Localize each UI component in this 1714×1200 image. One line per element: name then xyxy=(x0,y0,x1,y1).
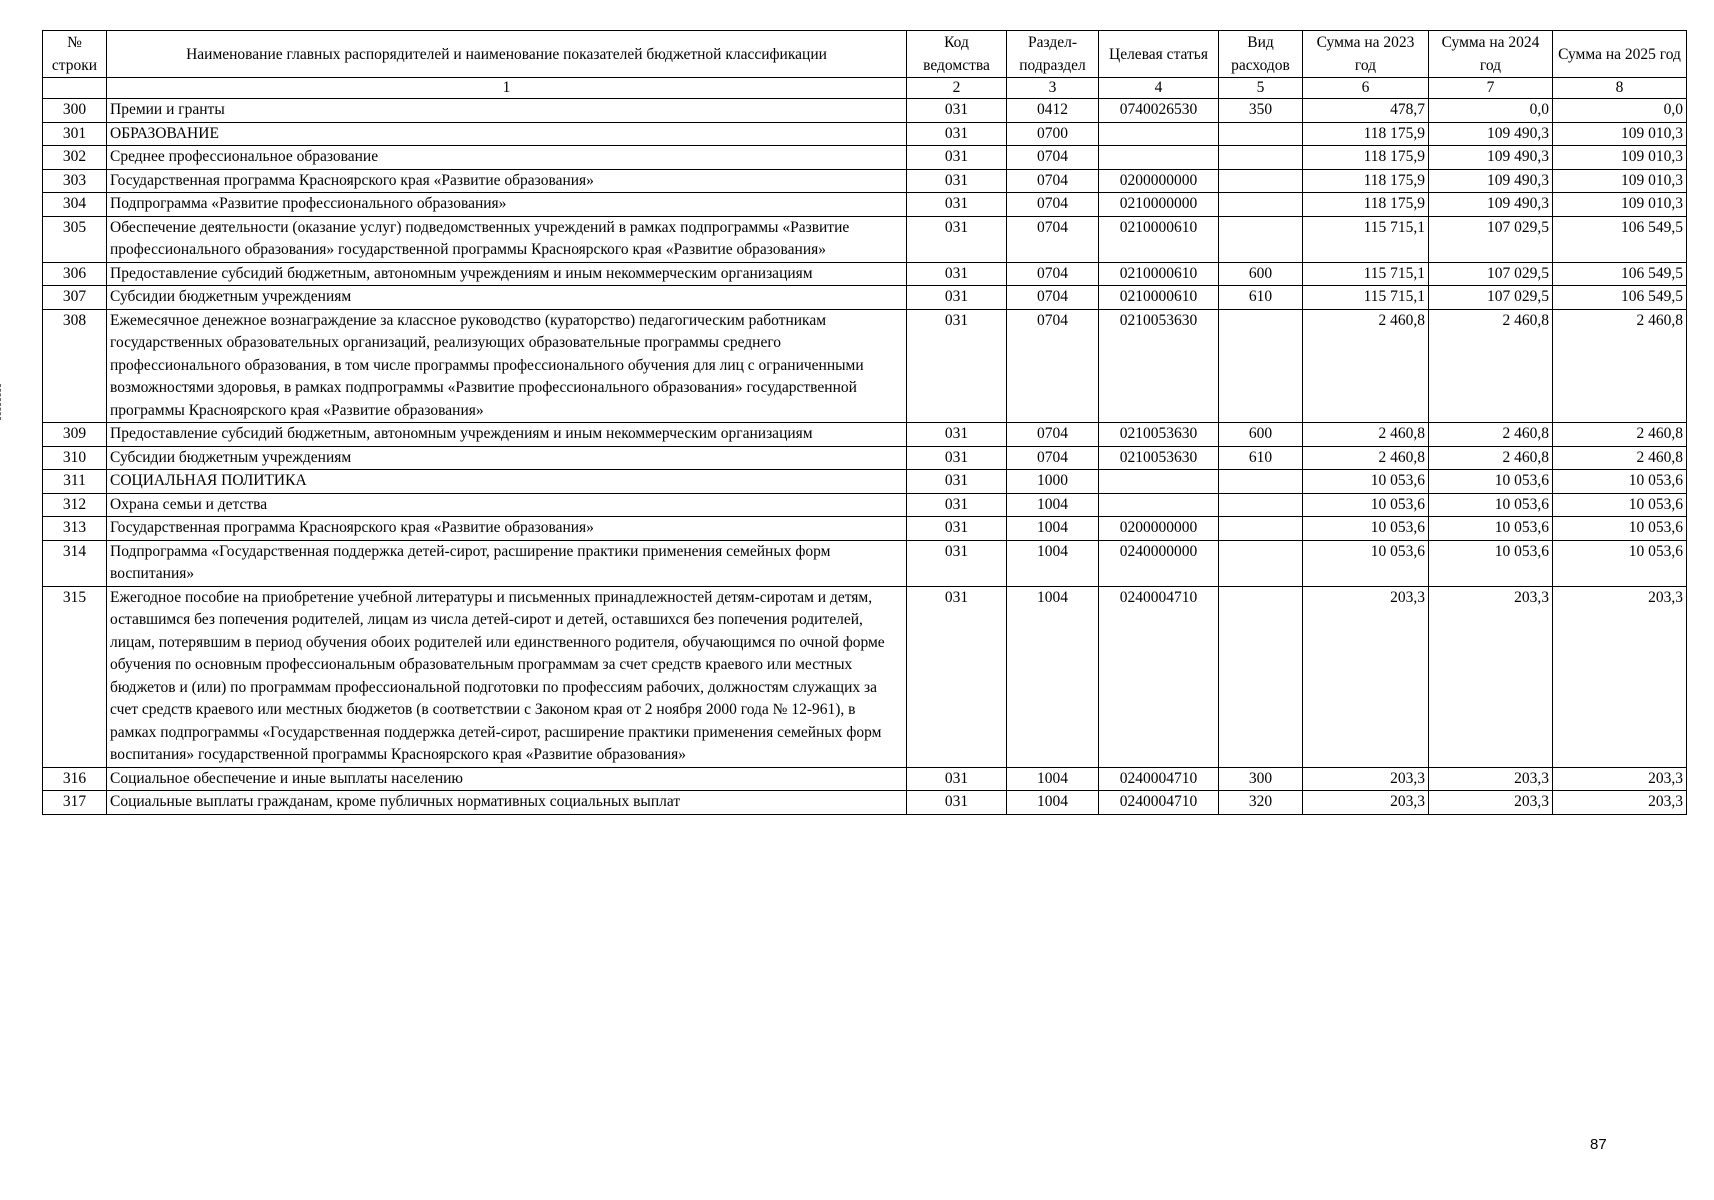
sum-2023: 10 053,6 xyxy=(1303,540,1429,586)
header-row-number: № строки xyxy=(43,31,107,78)
table-row xyxy=(43,99,1687,123)
sum-2024: 109 490,3 xyxy=(1429,122,1553,146)
header-section: Раздел-подраздел xyxy=(1007,31,1099,78)
expense-type: 300 xyxy=(1219,767,1303,791)
sum-2025: 10 053,6 xyxy=(1553,470,1687,494)
table-body xyxy=(43,99,1687,815)
department-code: 031 xyxy=(907,540,1007,586)
row-name: СОЦИАЛЬНАЯ ПОЛИТИКА xyxy=(107,470,907,494)
department-code: 031 xyxy=(907,767,1007,791)
sum-2023: 118 175,9 xyxy=(1303,146,1429,170)
table-row xyxy=(43,586,1687,767)
column-number: 2 xyxy=(907,78,1007,99)
department-code: 031 xyxy=(907,169,1007,193)
expense-type: 350 xyxy=(1219,99,1303,123)
sum-2024: 109 490,3 xyxy=(1429,169,1553,193)
header-target-item: Целевая статья xyxy=(1099,31,1219,78)
margin-mark xyxy=(0,384,3,420)
sum-2023: 10 053,6 xyxy=(1303,493,1429,517)
table-row xyxy=(43,216,1687,262)
target-item: 0210000000 xyxy=(1099,193,1219,217)
target-item: 0240000000 xyxy=(1099,540,1219,586)
row-number: 312 xyxy=(43,493,107,517)
sum-2024: 10 053,6 xyxy=(1429,470,1553,494)
sum-2025: 109 010,3 xyxy=(1553,122,1687,146)
target-item xyxy=(1099,146,1219,170)
target-item: 0210000610 xyxy=(1099,286,1219,310)
sum-2023: 478,7 xyxy=(1303,99,1429,123)
table-row xyxy=(43,146,1687,170)
sum-2024: 2 460,8 xyxy=(1429,423,1553,447)
sum-2023: 2 460,8 xyxy=(1303,446,1429,470)
table-row xyxy=(43,517,1687,541)
section-code: 1004 xyxy=(1007,493,1099,517)
table-row xyxy=(43,791,1687,815)
section-code: 0704 xyxy=(1007,309,1099,423)
sum-2025: 10 053,6 xyxy=(1553,493,1687,517)
table-row xyxy=(43,286,1687,310)
row-name: Субсидии бюджетным учреждениям xyxy=(107,286,907,310)
column-number-row xyxy=(43,78,1687,99)
header-name: Наименование главных распорядителей и наименование показателей бюджетной классификации xyxy=(107,31,907,78)
row-number: 311 xyxy=(43,470,107,494)
row-name: ОБРАЗОВАНИЕ xyxy=(107,122,907,146)
target-item: 0210053630 xyxy=(1099,309,1219,423)
expense-type: 600 xyxy=(1219,262,1303,286)
target-item xyxy=(1099,122,1219,146)
department-code: 031 xyxy=(907,286,1007,310)
row-name: Социальное обеспечение и иные выплаты населению xyxy=(107,767,907,791)
department-code: 031 xyxy=(907,122,1007,146)
header-sum-2025: Сумма на 2025 год xyxy=(1553,31,1687,78)
row-number: 308 xyxy=(43,309,107,423)
sum-2025: 109 010,3 xyxy=(1553,146,1687,170)
row-number: 302 xyxy=(43,146,107,170)
target-item: 0740026530 xyxy=(1099,99,1219,123)
target-item: 0210053630 xyxy=(1099,446,1219,470)
sum-2025: 203,3 xyxy=(1553,767,1687,791)
department-code: 031 xyxy=(907,470,1007,494)
page-number: 87 xyxy=(1590,1136,1607,1153)
department-code: 031 xyxy=(907,193,1007,217)
sum-2025: 2 460,8 xyxy=(1553,309,1687,423)
target-item: 0210000610 xyxy=(1099,216,1219,262)
table-row xyxy=(43,423,1687,447)
table-row xyxy=(43,169,1687,193)
sum-2023: 115 715,1 xyxy=(1303,216,1429,262)
expense-type: 600 xyxy=(1219,423,1303,447)
sum-2024: 203,3 xyxy=(1429,767,1553,791)
section-code: 1004 xyxy=(1007,767,1099,791)
row-number: 300 xyxy=(43,99,107,123)
column-number: 7 xyxy=(1429,78,1553,99)
row-number: 307 xyxy=(43,286,107,310)
sum-2023: 115 715,1 xyxy=(1303,262,1429,286)
header-sum-2024: Сумма на 2024 год xyxy=(1429,31,1553,78)
budget-table xyxy=(42,30,1687,815)
department-code: 031 xyxy=(907,493,1007,517)
table-row xyxy=(43,767,1687,791)
table-row xyxy=(43,540,1687,586)
section-code: 0704 xyxy=(1007,446,1099,470)
sum-2024: 10 053,6 xyxy=(1429,540,1553,586)
sum-2023: 10 053,6 xyxy=(1303,470,1429,494)
expense-type: 610 xyxy=(1219,286,1303,310)
row-name: Подпрограмма «Развитие профессионального образования» xyxy=(107,193,907,217)
section-code: 1004 xyxy=(1007,517,1099,541)
department-code: 031 xyxy=(907,446,1007,470)
sum-2024: 109 490,3 xyxy=(1429,146,1553,170)
sum-2023: 118 175,9 xyxy=(1303,193,1429,217)
section-code: 0704 xyxy=(1007,423,1099,447)
sum-2024: 203,3 xyxy=(1429,586,1553,767)
expense-type xyxy=(1219,517,1303,541)
section-code: 0704 xyxy=(1007,146,1099,170)
sum-2024: 107 029,5 xyxy=(1429,286,1553,310)
table-row xyxy=(43,309,1687,423)
section-code: 1004 xyxy=(1007,540,1099,586)
column-number: 5 xyxy=(1219,78,1303,99)
row-name: Социальные выплаты гражданам, кроме публичных нормативных социальных выплат xyxy=(107,791,907,815)
sum-2025: 10 053,6 xyxy=(1553,540,1687,586)
department-code: 031 xyxy=(907,423,1007,447)
column-number: 3 xyxy=(1007,78,1099,99)
sum-2025: 106 549,5 xyxy=(1553,262,1687,286)
sum-2024: 203,3 xyxy=(1429,791,1553,815)
sum-2025: 109 010,3 xyxy=(1553,169,1687,193)
sum-2024: 0,0 xyxy=(1429,99,1553,123)
expense-type xyxy=(1219,493,1303,517)
row-name: Субсидии бюджетным учреждениям xyxy=(107,446,907,470)
sum-2023: 2 460,8 xyxy=(1303,309,1429,423)
target-item: 0210053630 xyxy=(1099,423,1219,447)
sum-2025: 106 549,5 xyxy=(1553,286,1687,310)
column-number: 4 xyxy=(1099,78,1219,99)
expense-type xyxy=(1219,586,1303,767)
table-row xyxy=(43,446,1687,470)
header-department-code: Код ведомства xyxy=(907,31,1007,78)
row-name: Обеспечение деятельности (оказание услуг) подведомственных учреждений в рамках подпрограммы «Развитие профессионального образования» государственной программы Красноярского края «Развитие образования» xyxy=(107,216,907,262)
header-sum-2023: Сумма на 2023 год xyxy=(1303,31,1429,78)
table-row xyxy=(43,193,1687,217)
section-code: 1004 xyxy=(1007,586,1099,767)
row-name: Подпрограмма «Государственная поддержка детей-сирот, расширение практики применения семейных форм воспитания» xyxy=(107,540,907,586)
expense-type: 320 xyxy=(1219,791,1303,815)
expense-type: 610 xyxy=(1219,446,1303,470)
row-number: 304 xyxy=(43,193,107,217)
sum-2024: 10 053,6 xyxy=(1429,517,1553,541)
expense-type xyxy=(1219,169,1303,193)
row-number: 305 xyxy=(43,216,107,262)
department-code: 031 xyxy=(907,216,1007,262)
row-number: 309 xyxy=(43,423,107,447)
row-name: Предоставление субсидий бюджетным, автономным учреждениям и иным некоммерческим организациям xyxy=(107,262,907,286)
expense-type xyxy=(1219,216,1303,262)
row-number: 317 xyxy=(43,791,107,815)
row-name: Ежемесячное денежное вознаграждение за классное руководство (кураторство) педагогическим работникам государственных образовательных организаций, реализующих образовательные программы среднего профессионального образования, в том числе программы профессионального обучения для лиц с ограниченными возможностями здоровья, в рамках подпрограммы «Развитие профессионального образования» государственной программы Красноярского края «Развитие образования» xyxy=(107,309,907,423)
sum-2023: 203,3 xyxy=(1303,767,1429,791)
row-name: Предоставление субсидий бюджетным, автономным учреждениям и иным некоммерческим организациям xyxy=(107,423,907,447)
sum-2025: 2 460,8 xyxy=(1553,423,1687,447)
row-name: Государственная программа Красноярского края «Развитие образования» xyxy=(107,517,907,541)
row-number: 315 xyxy=(43,586,107,767)
sum-2024: 10 053,6 xyxy=(1429,493,1553,517)
sum-2024: 2 460,8 xyxy=(1429,309,1553,423)
target-item: 0200000000 xyxy=(1099,517,1219,541)
sum-2025: 106 549,5 xyxy=(1553,216,1687,262)
row-number: 313 xyxy=(43,517,107,541)
department-code: 031 xyxy=(907,586,1007,767)
sum-2023: 203,3 xyxy=(1303,586,1429,767)
department-code: 031 xyxy=(907,99,1007,123)
sum-2025: 0,0 xyxy=(1553,99,1687,123)
section-code: 1000 xyxy=(1007,470,1099,494)
section-code: 0704 xyxy=(1007,169,1099,193)
department-code: 031 xyxy=(907,309,1007,423)
section-code: 0704 xyxy=(1007,262,1099,286)
target-item xyxy=(1099,493,1219,517)
sum-2023: 203,3 xyxy=(1303,791,1429,815)
table-row xyxy=(43,262,1687,286)
section-code: 0704 xyxy=(1007,193,1099,217)
section-code: 0700 xyxy=(1007,122,1099,146)
department-code: 031 xyxy=(907,517,1007,541)
row-number: 301 xyxy=(43,122,107,146)
sum-2023: 2 460,8 xyxy=(1303,423,1429,447)
row-name: Среднее профессиональное образование xyxy=(107,146,907,170)
row-name: Охрана семьи и детства xyxy=(107,493,907,517)
expense-type xyxy=(1219,122,1303,146)
sum-2024: 109 490,3 xyxy=(1429,193,1553,217)
expense-type xyxy=(1219,309,1303,423)
sum-2023: 115 715,1 xyxy=(1303,286,1429,310)
section-code: 0704 xyxy=(1007,216,1099,262)
sum-2025: 109 010,3 xyxy=(1553,193,1687,217)
target-item: 0240004710 xyxy=(1099,791,1219,815)
column-number: 6 xyxy=(1303,78,1429,99)
column-number: 1 xyxy=(107,78,907,99)
sum-2023: 10 053,6 xyxy=(1303,517,1429,541)
department-code: 031 xyxy=(907,791,1007,815)
target-item: 0200000000 xyxy=(1099,169,1219,193)
table-row xyxy=(43,470,1687,494)
target-item: 0240004710 xyxy=(1099,767,1219,791)
sum-2023: 118 175,9 xyxy=(1303,122,1429,146)
row-number: 310 xyxy=(43,446,107,470)
budget-table-container xyxy=(42,30,1686,815)
row-name: Ежегодное пособие на приобретение учебной литературы и письменных принадлежностей детям-сиротам и детям, оставшимся без попечения родителей, лицам из числа детей-сирот и детей, оставшихся без попечения родителей, лицам, потерявшим в период обучения обоих родителей или единственного родителя, обучающимся по очной форме обучения по основным профессиональным образовательным программам за счет средств краевого или местных бюджетов и (или) по программам профессиональной подготовки по профессиям рабочих, должностям служащих за счет средств краевого или местных бюджетов (в соответствии с Законом края от 2 ноября 2000 года № 12-961), в рамках подпрограммы «Государственная поддержка детей-сирот, расширение практики применения семейных форм воспитания» государственной программы Красноярского края «Развитие образования» xyxy=(107,586,907,767)
expense-type xyxy=(1219,470,1303,494)
row-number: 316 xyxy=(43,767,107,791)
sum-2025: 10 053,6 xyxy=(1553,517,1687,541)
column-number: 8 xyxy=(1553,78,1687,99)
sum-2024: 107 029,5 xyxy=(1429,216,1553,262)
expense-type xyxy=(1219,540,1303,586)
expense-type xyxy=(1219,146,1303,170)
table-row xyxy=(43,122,1687,146)
row-name: Государственная программа Красноярского края «Развитие образования» xyxy=(107,169,907,193)
sum-2024: 2 460,8 xyxy=(1429,446,1553,470)
section-code: 0704 xyxy=(1007,286,1099,310)
target-item xyxy=(1099,470,1219,494)
table-header-row xyxy=(43,31,1687,78)
row-number: 303 xyxy=(43,169,107,193)
header-expense-type: Вид расходов xyxy=(1219,31,1303,78)
section-code: 1004 xyxy=(1007,791,1099,815)
column-number xyxy=(43,78,107,99)
target-item: 0210000610 xyxy=(1099,262,1219,286)
department-code: 031 xyxy=(907,146,1007,170)
table-row xyxy=(43,493,1687,517)
sum-2025: 203,3 xyxy=(1553,791,1687,815)
section-code: 0412 xyxy=(1007,99,1099,123)
sum-2024: 107 029,5 xyxy=(1429,262,1553,286)
expense-type xyxy=(1219,193,1303,217)
row-name: Премии и гранты xyxy=(107,99,907,123)
department-code: 031 xyxy=(907,262,1007,286)
sum-2023: 118 175,9 xyxy=(1303,169,1429,193)
sum-2025: 2 460,8 xyxy=(1553,446,1687,470)
sum-2025: 203,3 xyxy=(1553,586,1687,767)
row-number: 314 xyxy=(43,540,107,586)
target-item: 0240004710 xyxy=(1099,586,1219,767)
row-number: 306 xyxy=(43,262,107,286)
